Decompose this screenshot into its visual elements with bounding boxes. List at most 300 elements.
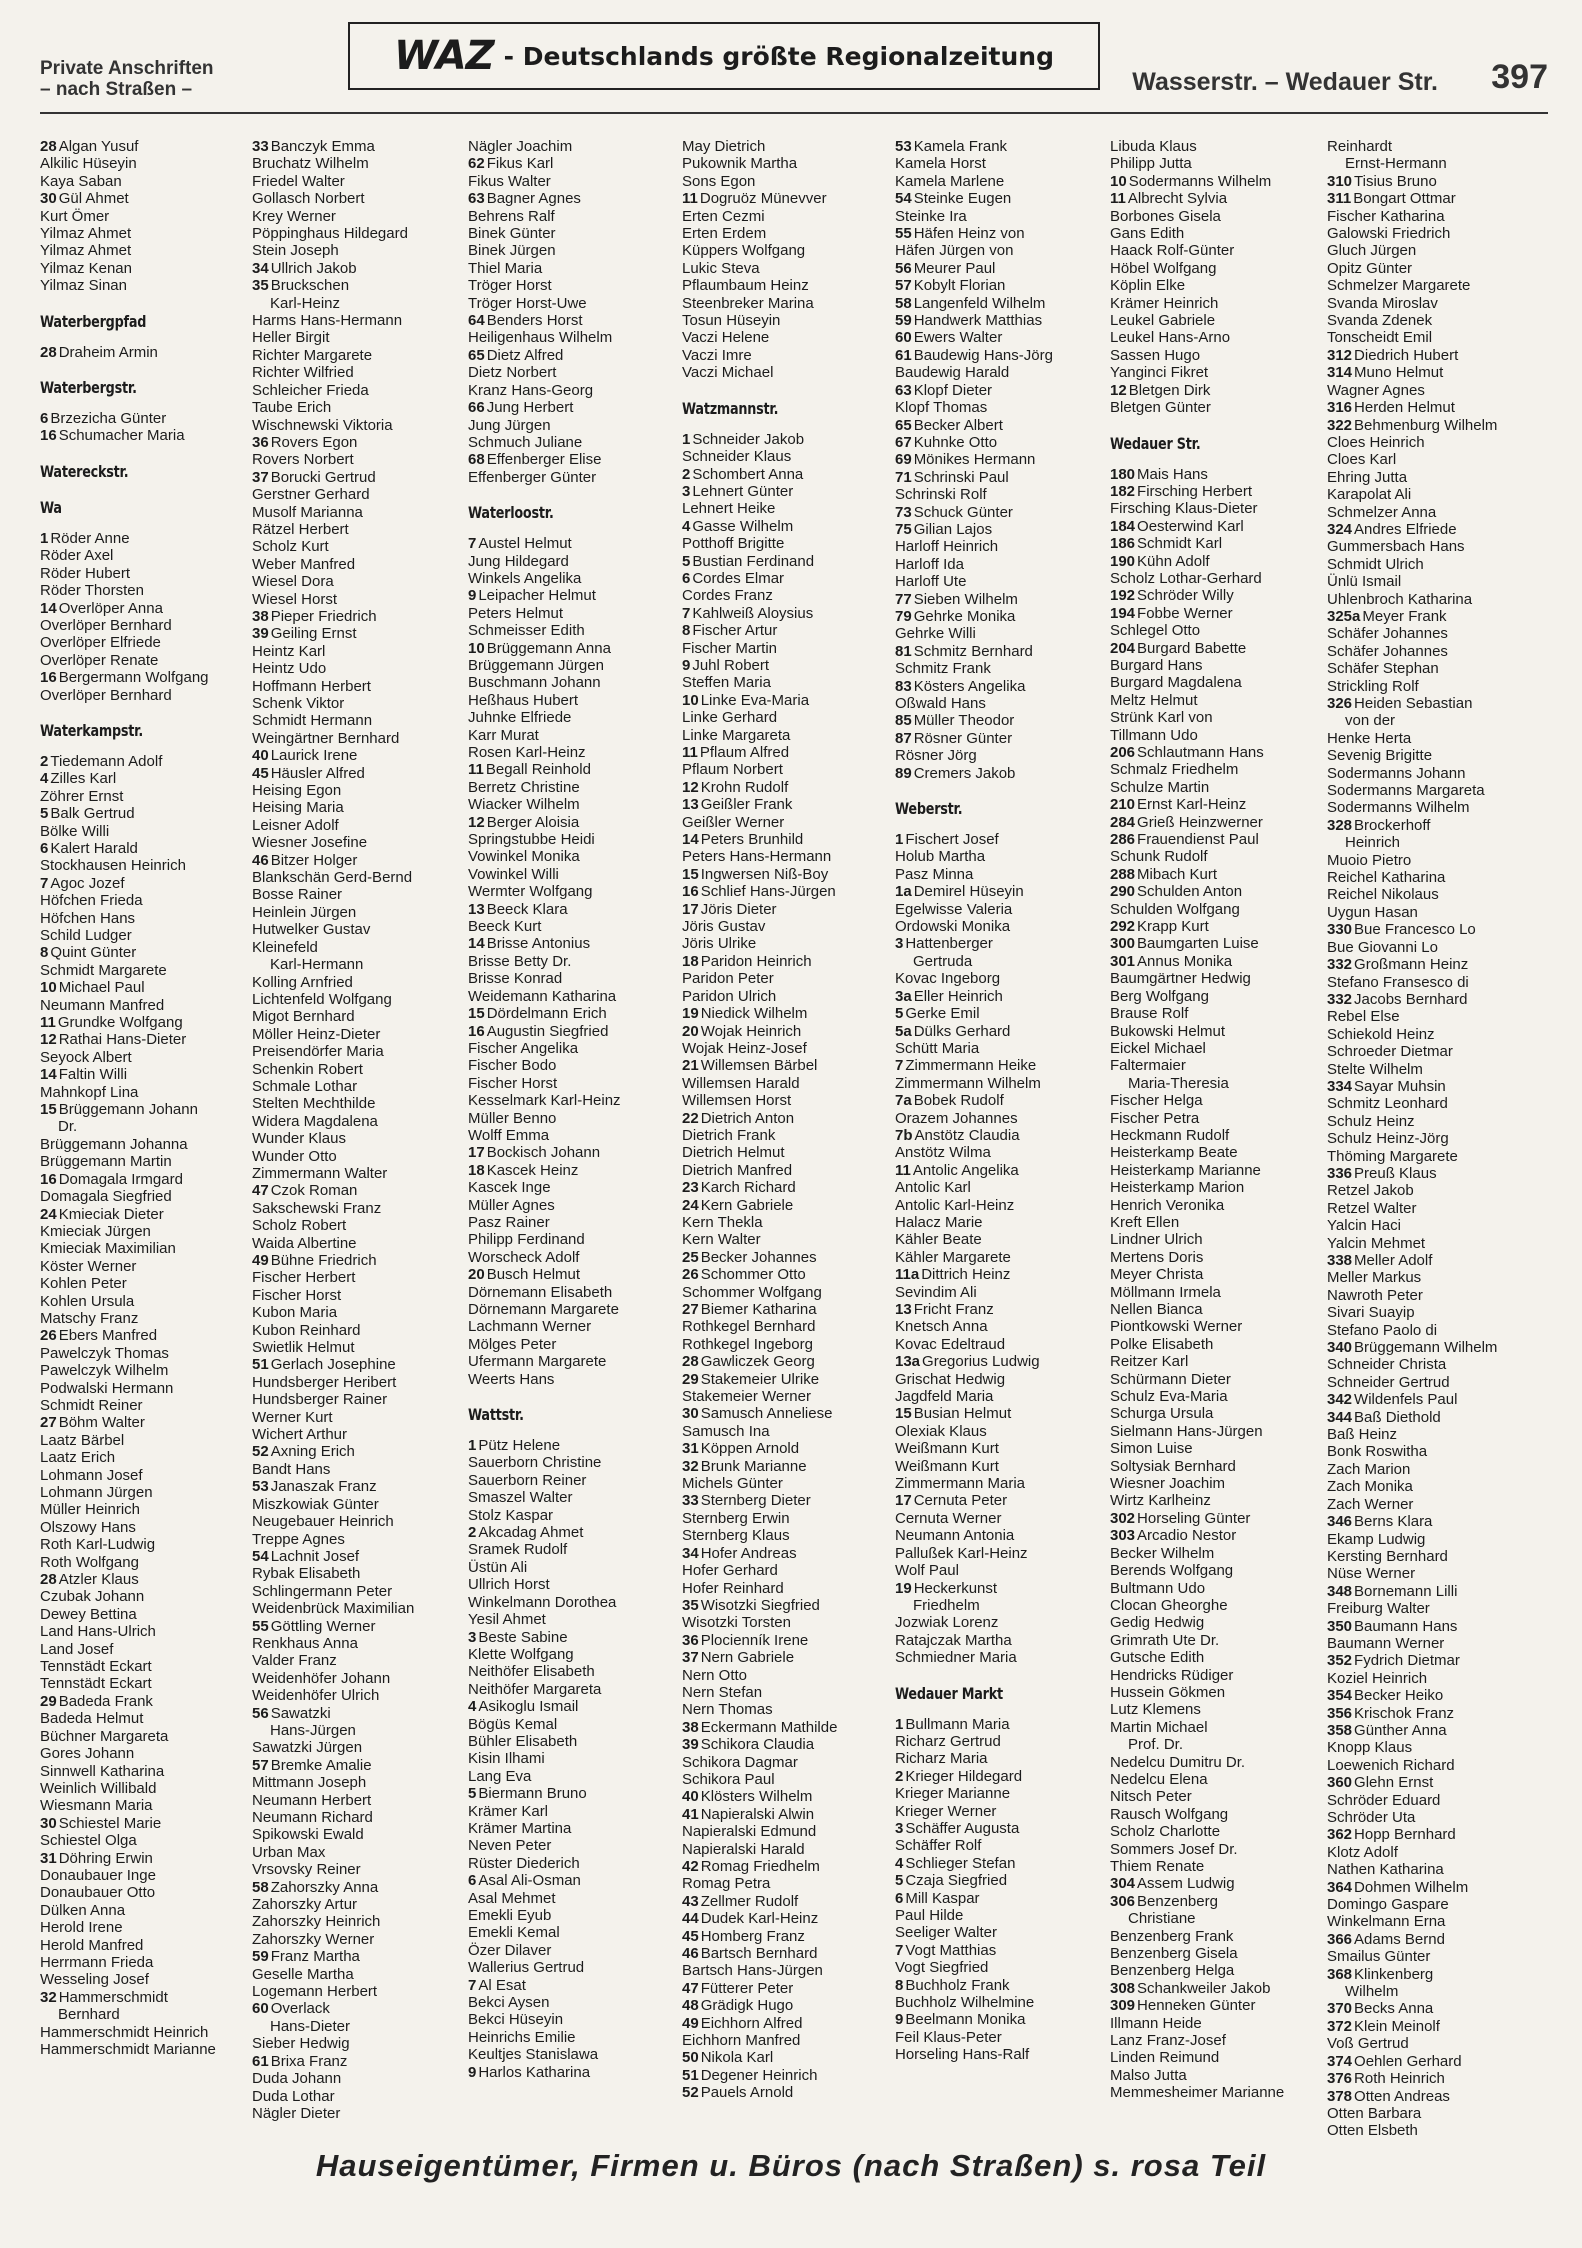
resident-name: Overlöper Renate	[40, 651, 159, 669]
resident-name: Benzenberg	[1137, 1892, 1218, 1910]
resident-entry	[1110, 640, 1322, 657]
resident-entry	[1110, 848, 1322, 865]
resident-entry	[895, 1284, 1107, 1301]
resident-name: Klösters Wilhelm	[700, 1788, 813, 1806]
resident-entry	[40, 1188, 252, 1205]
resident-entry	[1327, 1235, 1539, 1252]
resident-name: Badeda Frank	[58, 1692, 153, 1710]
resident-name: Hammerschmidt Marianne	[40, 2041, 216, 2058]
resident-entry	[1110, 1719, 1322, 1736]
resident-name: Nern Thomas	[682, 1701, 773, 1719]
resident-entry	[40, 1345, 252, 1362]
resident-name: Reichel Nikolaus	[1327, 886, 1439, 904]
resident-entry	[1327, 852, 1539, 869]
resident-name: Ernst Karl-Heinz	[1137, 796, 1247, 814]
resident-name: Gans Edith	[1110, 225, 1185, 243]
house-number: 15	[40, 1101, 57, 1119]
resident-entry	[1110, 831, 1322, 848]
house-number: 5	[895, 1872, 904, 1890]
resident-name: Wilhelm	[1345, 1983, 1399, 2001]
resident-entry	[1110, 155, 1322, 172]
resident-entry	[1110, 1336, 1322, 1353]
resident-entry	[682, 1110, 894, 1127]
resident-name: Albrecht Sylvia	[1127, 190, 1228, 208]
house-number: 75	[895, 520, 912, 538]
resident-entry	[682, 1231, 894, 1248]
resident-entry	[40, 1206, 252, 1223]
resident-name: Hattenberger	[905, 935, 993, 953]
resident-name: Libuda Klaus	[1110, 138, 1197, 155]
house-number: 1	[895, 831, 904, 849]
resident-entry	[1110, 1962, 1322, 1979]
resident-name: Peters Brunhild	[700, 831, 804, 849]
resident-entry	[40, 687, 252, 704]
resident-name: Schütt Maria	[895, 1039, 980, 1057]
resident-entry	[252, 747, 464, 764]
resident-name: Bandt Hans	[252, 1460, 331, 1478]
resident-entry	[252, 1913, 464, 1930]
house-number: 9	[468, 2063, 477, 2081]
resident-name: Kmieciak Dieter	[58, 1205, 164, 1223]
resident-entry	[40, 753, 252, 770]
resident-entry	[895, 2029, 1107, 2046]
resident-name: Schlegel Otto	[1110, 622, 1201, 640]
house-number: 9	[682, 656, 691, 674]
resident-name: Yilmaz Ahmet	[40, 225, 132, 243]
resident-entry	[1327, 138, 1539, 155]
resident-name: Seyock Albert	[40, 1048, 132, 1066]
resident-name: Kranz Hans-Georg	[468, 381, 594, 399]
resident-entry	[40, 892, 252, 909]
house-number: 314	[1327, 364, 1353, 382]
resident-entry	[1327, 1008, 1539, 1025]
house-number: 3	[468, 1628, 477, 1646]
resident-name: Fobbe Werner	[1137, 604, 1233, 622]
resident-entry	[252, 904, 464, 921]
resident-entry	[468, 1611, 680, 1628]
house-number: 7	[468, 535, 477, 553]
resident-name: Heinrichs Emilie	[468, 2028, 576, 2046]
resident-name: Schulden Wolfgang	[1110, 900, 1240, 918]
resident-entry	[682, 1440, 894, 1457]
resident-name: Napieralski Edmund	[682, 1823, 817, 1841]
resident-entry	[468, 1646, 680, 1663]
resident-name: Müller Theodor	[913, 712, 1015, 730]
resident-name: Spikowski Ewald	[252, 1826, 364, 1844]
house-number: 34	[682, 1544, 699, 1562]
resident-name: Loewenich Richard	[1327, 1756, 1455, 1774]
house-number: 9	[895, 2011, 904, 2029]
house-number: 10	[468, 639, 485, 657]
resident-entry	[895, 625, 1107, 642]
resident-entry	[1327, 921, 1539, 938]
house-number: 28	[40, 1571, 57, 1589]
resident-name: Bornemann Lilli	[1354, 1582, 1458, 1600]
resident-name: Krapp Kurt	[1137, 918, 1209, 936]
resident-entry	[895, 1301, 1107, 1318]
resident-entry	[1110, 260, 1322, 277]
resident-entry	[682, 295, 894, 312]
resident-entry	[252, 208, 464, 225]
resident-entry	[1327, 573, 1539, 590]
resident-name: Duda Lothar	[252, 2087, 335, 2105]
resident-entry	[895, 1423, 1107, 1440]
house-number: 28	[40, 138, 57, 155]
resident-entry	[1110, 2049, 1322, 2066]
resident-name: Stein Joseph	[252, 242, 339, 260]
resident-name: Wiesel Dora	[252, 573, 334, 591]
resident-entry	[468, 190, 680, 207]
resident-entry	[1110, 1110, 1322, 1127]
resident-entry	[468, 1318, 680, 1335]
resident-entry	[895, 364, 1107, 381]
house-number: 33	[682, 1492, 699, 1510]
resident-entry	[252, 1826, 464, 1843]
resident-name: Jung Herbert	[486, 399, 574, 417]
resident-entry	[252, 1426, 464, 1443]
resident-entry	[1110, 347, 1322, 364]
house-number: 36	[252, 433, 269, 451]
house-number: 56	[895, 259, 912, 277]
resident-name: Dietrich Manfred	[682, 1161, 793, 1179]
resident-name: Koziel Heinrich	[1327, 1669, 1428, 1687]
resident-entry	[682, 953, 894, 970]
resident-name: Özer Dilaver	[468, 1941, 552, 1959]
resident-entry	[1110, 761, 1322, 778]
resident-entry	[468, 796, 680, 813]
resident-entry	[468, 674, 680, 691]
resident-entry	[682, 1405, 894, 1422]
resident-entry	[40, 910, 252, 927]
resident-name: Kmieciak Maximilian	[40, 1240, 176, 1258]
resident-name: Schröder Willy	[1137, 587, 1234, 605]
resident-entry	[1327, 1443, 1539, 1460]
house-number: 44	[682, 1910, 699, 1928]
resident-name: Röder Anne	[50, 529, 130, 547]
resident-entry	[1327, 1095, 1539, 1112]
resident-entry	[1327, 1844, 1539, 1861]
resident-entry	[468, 1454, 680, 1471]
house-number: 304	[1110, 1875, 1136, 1893]
resident-name: Harloff Heinrich	[895, 538, 999, 556]
resident-entry	[682, 329, 894, 346]
house-number: 63	[895, 381, 912, 399]
resident-name: Schröder Eduard	[1327, 1791, 1441, 1809]
resident-name: Tonscheidt Emil	[1327, 329, 1433, 347]
resident-entry	[682, 1806, 894, 1823]
resident-entry	[1327, 2088, 1539, 2105]
resident-entry	[682, 1318, 894, 1335]
resident-entry	[1327, 799, 1539, 816]
resident-entry	[682, 640, 894, 657]
resident-entry	[468, 1437, 680, 1454]
resident-name: Domagala Irmgard	[58, 1170, 183, 1188]
resident-entry	[1327, 730, 1539, 747]
resident-name: Bergermann Wolfgang	[58, 669, 209, 687]
resident-entry	[895, 556, 1107, 573]
resident-entry	[1327, 208, 1539, 225]
resident-entry	[40, 634, 252, 651]
resident-name: Gerstner Gerhard	[252, 486, 370, 504]
resident-entry	[252, 625, 464, 642]
resident-name: Kahlweiß Aloysius	[692, 604, 814, 622]
resident-entry	[682, 260, 894, 277]
resident-entry	[40, 1327, 252, 1344]
house-number: 83	[895, 677, 912, 695]
resident-entry	[682, 1040, 894, 1057]
resident-name: Asal Ali-Osman	[478, 1872, 581, 1890]
resident-name: Nitsch Peter	[1110, 1788, 1192, 1806]
resident-name: Schäfer Stephan	[1327, 660, 1439, 678]
resident-entry	[1327, 1217, 1539, 1234]
resident-entry	[1327, 1287, 1539, 1304]
resident-entry	[1327, 1356, 1539, 1373]
house-number: 35	[682, 1596, 699, 1614]
resident-entry	[252, 678, 464, 695]
house-number: 330	[1327, 921, 1353, 939]
resident-entry	[40, 1101, 252, 1118]
resident-name: Kohlen Peter	[40, 1275, 127, 1293]
resident-name: Harloff Ida	[895, 555, 964, 573]
resident-name: Baudewig Harald	[895, 364, 1010, 382]
resident-name: Küppers Wolfgang	[682, 242, 806, 260]
resident-entry	[895, 486, 1107, 503]
resident-name: Peters Helmut	[468, 604, 564, 622]
resident-entry	[682, 1736, 894, 1753]
resident-entry	[468, 692, 680, 709]
house-number: 30	[40, 1814, 57, 1832]
resident-name: Sauerborn Reiner	[468, 1471, 587, 1489]
resident-entry	[1327, 904, 1539, 921]
resident-name: Berg Wolfgang	[1110, 987, 1209, 1005]
house-number: 13	[682, 796, 699, 814]
house-number: 356	[1327, 1704, 1353, 1722]
directory-column	[895, 138, 1107, 2118]
resident-name: Eichhorn Alfred	[700, 2014, 803, 2032]
resident-entry	[252, 295, 464, 312]
resident-entry	[468, 1472, 680, 1489]
resident-entry	[252, 660, 464, 677]
resident-entry	[1327, 469, 1539, 486]
resident-entry	[252, 1200, 464, 1217]
resident-entry	[895, 935, 1107, 952]
resident-entry	[40, 1919, 252, 1936]
resident-name: Kubon Reinhard	[252, 1321, 361, 1339]
resident-entry	[1327, 695, 1539, 712]
resident-name: Schommer Wolfgang	[682, 1283, 822, 1301]
resident-entry	[1327, 451, 1539, 468]
resident-entry	[468, 1785, 680, 1802]
resident-entry	[895, 1127, 1107, 1144]
resident-name: Keultjes Stanislawa	[468, 2046, 599, 2064]
resident-entry	[1110, 866, 1322, 883]
house-number: 73	[895, 503, 912, 521]
resident-name: Kascek Inge	[468, 1179, 551, 1197]
house-number: 56	[252, 1704, 269, 1722]
resident-name: Meyer Frank	[1362, 607, 1447, 625]
resident-name: Krischok Franz	[1354, 1704, 1455, 1722]
resident-name: Valder Franz	[252, 1652, 337, 1670]
resident-entry	[895, 1092, 1107, 1109]
resident-entry	[1327, 1200, 1539, 1217]
resident-name: Akcadag Ahmet	[478, 1524, 584, 1542]
resident-name: Cernuta Peter	[913, 1492, 1008, 1510]
resident-name: Oesterwind Karl	[1137, 517, 1244, 535]
resident-entry	[468, 451, 680, 468]
resident-entry	[40, 1380, 252, 1397]
resident-name: Pütz Helene	[478, 1437, 561, 1455]
resident-name: Jagdfeld Maria	[895, 1388, 994, 1406]
resident-name: Strickling Rolf	[1327, 677, 1419, 695]
resident-entry	[1327, 2053, 1539, 2070]
resident-entry	[468, 1576, 680, 1593]
resident-entry	[1327, 312, 1539, 329]
resident-entry	[252, 1792, 464, 1809]
resident-name: Stelte Wilhelm	[1327, 1060, 1423, 1078]
resident-entry	[252, 1008, 464, 1025]
house-number: 40	[682, 1788, 699, 1806]
resident-entry	[682, 1423, 894, 1440]
resident-name: Weißmann Kurt	[895, 1440, 999, 1458]
resident-name: Ünlü Ismail	[1327, 573, 1402, 591]
resident-name: Schuck Günter	[913, 503, 1013, 521]
resident-name: Demirel Hüseyin	[913, 883, 1024, 901]
resident-entry	[40, 1449, 252, 1466]
resident-name: Krämer Heinrich	[1110, 294, 1219, 312]
house-number: 316	[1327, 399, 1353, 417]
resident-name: Bölke Willi	[40, 822, 110, 840]
house-number: 48	[682, 1997, 699, 2015]
house-number: 194	[1110, 604, 1136, 622]
resident-entry	[1327, 1792, 1539, 1809]
resident-name: Zellmer Rudolf	[700, 1892, 799, 1910]
resident-entry	[468, 295, 680, 312]
resident-name: Gasse Wilhelm	[692, 517, 794, 535]
resident-entry	[468, 831, 680, 848]
house-number: 210	[1110, 796, 1136, 814]
resident-entry	[1327, 1078, 1539, 1095]
house-number: 10	[1110, 172, 1127, 190]
resident-entry	[252, 538, 464, 555]
resident-entry	[252, 399, 464, 416]
resident-entry	[40, 1467, 252, 1484]
house-number: 43	[682, 1892, 699, 1910]
resident-entry	[895, 225, 1107, 242]
resident-name: Gerlach Josephine	[270, 1356, 396, 1374]
resident-name: Vowinkel Willi	[468, 865, 559, 883]
resident-entry	[252, 817, 464, 834]
resident-entry	[1327, 712, 1539, 729]
resident-name: Kersting Bernhard	[1327, 1547, 1448, 1565]
resident-name: Heintz Udo	[252, 660, 327, 678]
resident-name: Duda Johann	[252, 2070, 342, 2088]
house-number: 19	[895, 1579, 912, 1597]
house-number: 336	[1327, 1164, 1353, 1182]
resident-entry	[895, 1110, 1107, 1127]
house-number: 22	[682, 1109, 699, 1127]
resident-name: Simon Luise	[1110, 1440, 1193, 1458]
resident-name: Karl-Hermann	[270, 956, 364, 974]
resident-entry	[252, 730, 464, 747]
resident-entry	[468, 970, 680, 987]
resident-name: Hoffmann Herbert	[252, 677, 371, 695]
resident-name: Möllmann Irmela	[1110, 1283, 1221, 1301]
resident-name: Wolff Emma	[468, 1126, 550, 1144]
resident-name: Smailus Günter	[1327, 1948, 1431, 1966]
resident-entry	[468, 1231, 680, 1248]
resident-name: Becks Anna	[1354, 2000, 1434, 2018]
resident-entry	[40, 1136, 252, 1153]
resident-entry	[682, 918, 894, 935]
resident-name: Brüggemann Anna	[486, 639, 611, 657]
resident-entry	[1327, 782, 1539, 799]
resident-name: Firsching Herbert	[1137, 482, 1253, 500]
resident-name: Geißler Frank	[700, 796, 793, 814]
resident-entry	[40, 547, 252, 564]
resident-entry	[1110, 1458, 1322, 1475]
resident-name: Ufermann Margarete	[468, 1353, 607, 1371]
resident-name: Wesseling Josef	[40, 1971, 149, 1989]
resident-entry	[1327, 2035, 1539, 2052]
resident-name: Samusch Ina	[682, 1422, 770, 1440]
resident-name: Rösner Günter	[913, 729, 1013, 747]
resident-entry	[895, 329, 1107, 346]
house-number: 342	[1327, 1391, 1353, 1409]
house-number: 354	[1327, 1687, 1353, 1705]
resident-entry	[252, 1966, 464, 1983]
resident-name: Höfchen Frieda	[40, 892, 143, 910]
resident-name: Vowinkel Monika	[468, 848, 580, 866]
resident-name: Schiestel Olga	[40, 1832, 137, 1850]
resident-name: Kern Thekla	[682, 1213, 763, 1231]
resident-name: Wunder Otto	[252, 1147, 337, 1165]
resident-entry	[468, 382, 680, 399]
resident-entry	[1110, 1910, 1322, 1927]
resident-entry	[252, 782, 464, 799]
resident-name: Ordowski Monika	[895, 918, 1011, 936]
resident-name: Buschmann Johann	[468, 674, 601, 692]
resident-entry	[468, 1541, 680, 1558]
resident-name: Berns Klara	[1354, 1513, 1433, 1531]
resident-name: Schmuch Juliane	[468, 433, 583, 451]
house-number: 328	[1327, 816, 1353, 834]
resident-entry	[40, 997, 252, 1014]
house-number: 34	[252, 259, 269, 277]
resident-entry	[1110, 744, 1322, 761]
house-number: 364	[1327, 1878, 1353, 1896]
resident-name: Knetsch Anna	[895, 1318, 988, 1336]
resident-entry	[682, 605, 894, 622]
resident-name: Heisterkamp Beate	[1110, 1144, 1238, 1162]
house-number: 47	[682, 1979, 699, 1997]
resident-name: Buchholz Frank	[905, 1976, 1010, 1994]
resident-name: Friedhelm	[913, 1596, 980, 1614]
resident-name: Fischer Angelika	[468, 1039, 579, 1057]
resident-entry	[1327, 1879, 1539, 1896]
resident-name: Kovac Edeltraud	[895, 1335, 1006, 1353]
resident-entry	[1327, 2122, 1539, 2139]
resident-entry	[40, 260, 252, 277]
house-number: 20	[468, 1266, 485, 1284]
resident-name: Bletgen Günter	[1110, 399, 1211, 417]
resident-entry	[1327, 1896, 1539, 1913]
resident-entry	[40, 962, 252, 979]
resident-name: Scholz Kurt	[252, 538, 329, 556]
house-number: 310	[1327, 172, 1353, 190]
house-number: 54	[895, 190, 912, 208]
resident-entry	[1327, 1722, 1539, 1739]
resident-entry	[252, 1026, 464, 1043]
